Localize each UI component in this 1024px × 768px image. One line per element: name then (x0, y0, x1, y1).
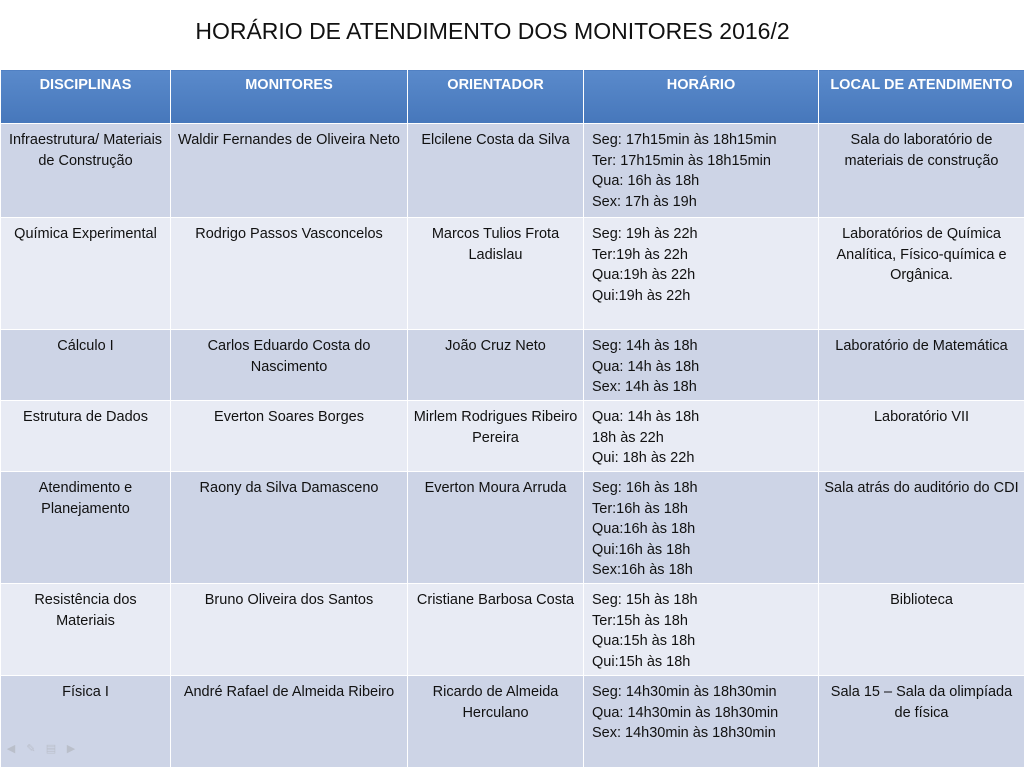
horario-line: Seg: 19h às 22h (592, 224, 814, 245)
horario-line: Ter: 17h15min às 18h15min (592, 151, 814, 172)
orientador-cell: Cristiane Barbosa Costa (408, 584, 584, 676)
prev-arrow-icon[interactable]: ◀ (4, 742, 18, 754)
horario-line: Sex: 14h às 18h (592, 377, 814, 398)
horario-cell (584, 676, 819, 768)
horario-line: Qui:16h às 18h (592, 540, 814, 561)
disciplina-cell: Atendimento e Planejamento (1, 472, 171, 584)
horario-line: Qui:15h às 18h (592, 652, 814, 673)
disciplina-cell: Química Experimental (1, 218, 171, 330)
orientador-cell: Mirlem Rodrigues Ribeiro Pereira (408, 401, 584, 472)
horario-line: Sex:16h às 18h (592, 560, 814, 581)
horario-line: Ter:19h às 22h (592, 245, 814, 266)
menu-icon[interactable]: ▤ (44, 742, 58, 754)
local-cell: Biblioteca (819, 584, 1024, 676)
monitor-cell: Waldir Fernandes de Oliveira Neto (171, 124, 408, 218)
local-cell: Sala do laboratório de materiais de construção (819, 124, 1024, 218)
orientador-cell: Marcos Tulios Frota Ladislau (408, 218, 584, 330)
horario-line: Qui:19h às 22h (592, 286, 814, 307)
pen-icon[interactable]: ✎ (24, 742, 38, 754)
orientador-cell: Ricardo de Almeida Herculano (408, 676, 584, 768)
horario-line: Qua: 16h às 18h (592, 171, 814, 192)
table-row (1, 218, 1024, 330)
orientador-cell: João Cruz Neto (408, 330, 584, 401)
horario-cell (584, 330, 819, 401)
horario-line: Seg: 15h às 18h (592, 590, 814, 611)
monitor-cell: Everton Soares Borges (171, 401, 408, 472)
horario-cell (584, 584, 819, 676)
orientador-cell: Elcilene Costa da Silva (408, 124, 584, 218)
horario-line: Ter:16h às 18h (592, 499, 814, 520)
header-horario: HORÁRIO (584, 70, 819, 124)
horario-line: Seg: 17h15min às 18h15min (592, 130, 814, 151)
horario-line: Ter:15h às 18h (592, 611, 814, 632)
horario-line: Qua:16h às 18h (592, 519, 814, 540)
monitor-cell: André Rafael de Almeida Ribeiro (171, 676, 408, 768)
table-row (1, 676, 1024, 768)
header-orientador: ORIENTADOR (408, 70, 584, 124)
monitor-cell: Carlos Eduardo Costa do Nascimento (171, 330, 408, 401)
local-cell: Laboratórios de Química Analítica, Físico-química e Orgânica. (819, 218, 1024, 330)
disciplina-cell: Física I (1, 676, 171, 768)
horario-cell (584, 401, 819, 472)
header-monitores: MONITORES (171, 70, 408, 124)
horario-cell (584, 472, 819, 584)
header-local: LOCAL DE ATENDIMENTO (819, 70, 1024, 124)
page-title: HORÁRIO DE ATENDIMENTO DOS MONITORES 2016/2 (0, 18, 985, 45)
local-cell: Sala 15 – Sala da olimpíada de física (819, 676, 1024, 768)
header-row (1, 70, 1024, 124)
schedule-table (0, 69, 1024, 768)
horario-line: Qui: 18h às 22h (592, 448, 814, 469)
table-row (1, 401, 1024, 472)
table-row (1, 584, 1024, 676)
horario-cell (584, 124, 819, 218)
table-row (1, 124, 1024, 218)
horario-line: Sex: 14h30min às 18h30min (592, 723, 814, 744)
horario-line: Seg: 14h30min às 18h30min (592, 682, 814, 703)
disciplina-cell: Cálculo I (1, 330, 171, 401)
table-row (1, 330, 1024, 401)
table-row (1, 472, 1024, 584)
local-cell: Laboratório de Matemática (819, 330, 1024, 401)
monitor-cell: Bruno Oliveira dos Santos (171, 584, 408, 676)
horario-line: Seg: 14h às 18h (592, 336, 814, 357)
header-disciplinas: DISCIPLINAS (1, 70, 171, 124)
horario-line: 18h às 22h (592, 428, 814, 449)
horario-line: Sex: 17h às 19h (592, 192, 814, 213)
horario-cell (584, 218, 819, 330)
disciplina-cell: Infraestrutura/ Materiais de Construção (1, 124, 171, 218)
next-arrow-icon[interactable]: ▶ (64, 742, 78, 754)
slide-nav-controls[interactable] (4, 742, 78, 754)
horario-line: Qua:19h às 22h (592, 265, 814, 286)
disciplina-cell: Estrutura de Dados (1, 401, 171, 472)
monitor-cell: Raony da Silva Damasceno (171, 472, 408, 584)
horario-line: Qua:15h às 18h (592, 631, 814, 652)
horario-line: Qua: 14h30min às 18h30min (592, 703, 814, 724)
local-cell: Laboratório VII (819, 401, 1024, 472)
monitor-cell: Rodrigo Passos Vasconcelos (171, 218, 408, 330)
horario-line: Seg: 16h às 18h (592, 478, 814, 499)
local-cell: Sala atrás do auditório do CDI (819, 472, 1024, 584)
horario-line: Qua: 14h às 18h (592, 357, 814, 378)
orientador-cell: Everton Moura Arruda (408, 472, 584, 584)
disciplina-cell: Resistência dos Materiais (1, 584, 171, 676)
horario-line: Qua: 14h às 18h (592, 407, 814, 428)
